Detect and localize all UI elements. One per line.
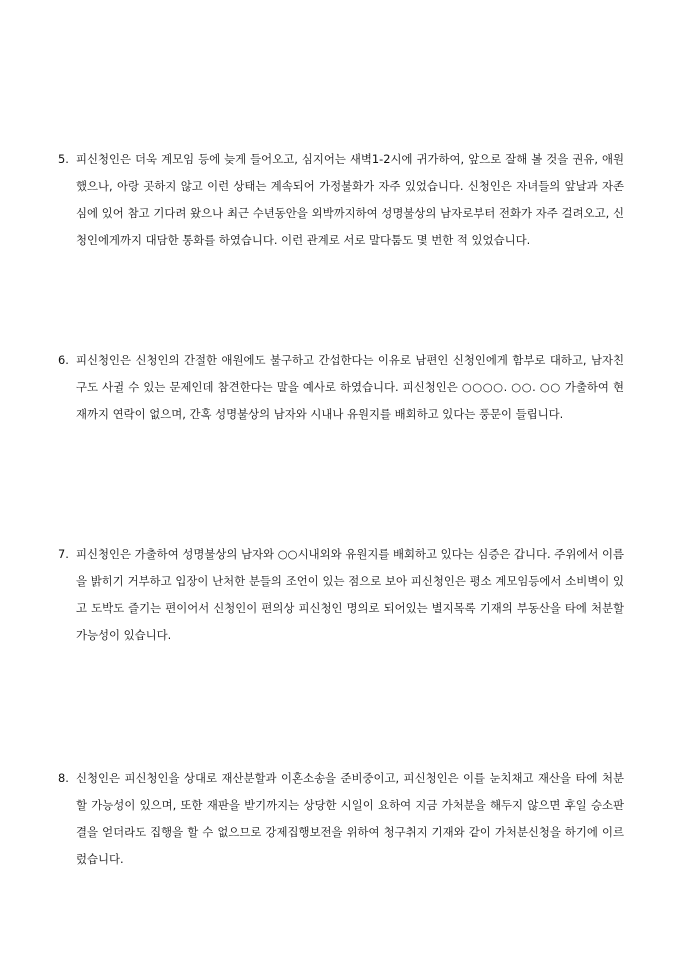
paragraph-number: 6. <box>58 353 69 367</box>
paragraph-text: 피신청인은 가출하여 성명불상의 남자와 ○○시내외와 유원지를 배회하고 있다는 심증은 갑니다. 주위에서 이름을 밝히기 거부하고 입장이 난처한 분들의 조언이 있는 점으로 보아 피신청인은 평소 계모임등에서 소비벽이 있고 도박도 즐기는 편이어서 신청인이 편의상 피신청인 명의로 되어있는 별지목록 기재의 부동산을 타에 처분할 가능성이 있습니다. <box>76 547 624 642</box>
paragraph-7 <box>58 541 624 649</box>
paragraph-text: 피신청인은 신청인의 간절한 애원에도 불구하고 간섭한다는 이유로 남편인 신청인에게 함부로 대하고, 남자친구도 사귈 수 있는 문제인데 참견한다는 말을 예사로 하였습니다. 피신청인은 ○○○○. ○○. ○○ 가출하여 현재까지 연락이 없으며, 간혹 성명불상의 남자와 시내나 유원지를 배회하고 있다는 풍문이 들립니다. <box>76 353 624 421</box>
paragraph-text: 신청인은 피신청인을 상대로 재산분할과 이혼소송을 준비중이고, 피신청인은 이를 눈치채고 재산을 타에 처분할 가능성이 있으며, 또한 재판을 받기까지는 상당한 시일이 요하여 지금 가처분을 해두지 않으면 후일 승소판결을 얻더라도 집행을 할 수 없으므로 강제집행보전을 위하여 청구취지 기재와 같이 가처분신청을 하기에 이르렀습니다. <box>76 771 624 866</box>
paragraph-5 <box>58 146 624 254</box>
paragraph-number: 5. <box>58 152 69 166</box>
paragraph-text: 피신청인은 더욱 계모임 등에 늦게 들어오고, 심지어는 새벽1-2시에 귀가하여, 앞으로 잘해 볼 것을 권유, 애원했으나, 아랑 곳하지 않고 이런 상태는 계속되어 가정불화가 자주 있었습니다. 신청인은 자녀들의 앞날과 자존심에 있어 참고 기다려 왔으나 최근 수년동안을 외박까지하여 성명불상의 남자로부터 전화가 자주 걸려오고, 신청인에게까지 대담한 통화를 하였습니다. 이런 관계로 서로 말다툼도 몇 번한 적 있었습니다. <box>76 152 625 247</box>
paragraph-number: 8. <box>58 771 69 785</box>
paragraph-8 <box>58 765 624 873</box>
paragraph-number: 7. <box>58 547 69 561</box>
paragraph-6 <box>58 347 624 428</box>
